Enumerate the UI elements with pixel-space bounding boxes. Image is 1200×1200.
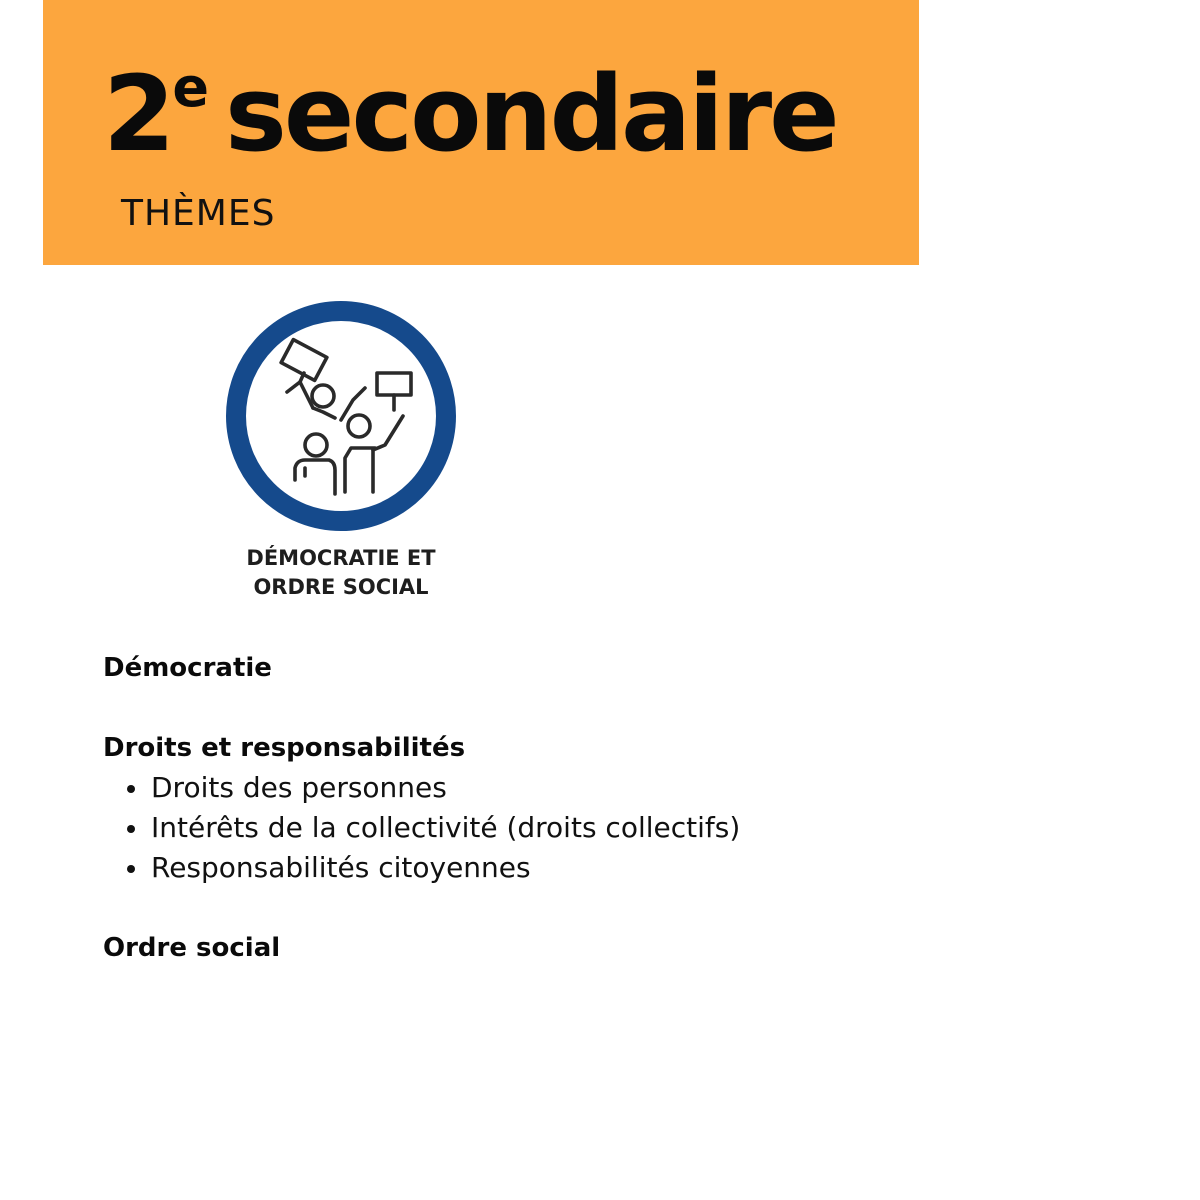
list-item: Intérêts de la collectivité (droits collectifs) (151, 808, 1103, 848)
section-heading-ordre-social: Ordre social (103, 933, 281, 963)
section-heading-democratie: Démocratie (103, 653, 272, 683)
grade-word: secondaire (225, 53, 837, 175)
themes-content (103, 648, 1103, 968)
list-item: Responsabilités citoyennes (151, 848, 1103, 888)
page-title (103, 53, 837, 175)
grade-number: 2 (103, 53, 173, 175)
theme-label (200, 544, 482, 602)
protest-icon (225, 300, 457, 532)
bullet-list (103, 768, 1103, 888)
page-subtitle: THÈMES (121, 193, 276, 234)
list-item: Droits des personnes (151, 768, 1103, 808)
theme-label-line2: ORDRE SOCIAL (253, 575, 429, 599)
theme-label-line1: DÉMOCRATIE ET (246, 546, 436, 570)
grade-suffix: e (172, 56, 209, 119)
section-heading-droits: Droits et responsabilités (103, 733, 466, 763)
